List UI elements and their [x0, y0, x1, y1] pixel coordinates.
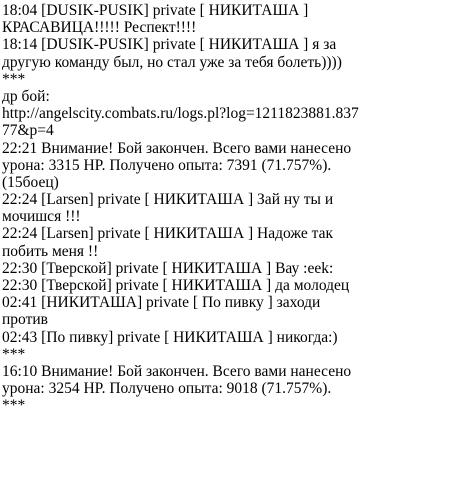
log-line: КРАСАВИЦА!!!!! Респект!!!!: [2, 19, 197, 37]
log-line: 18:04 [DUSIK-PUSIK] private [ НИКИТАША ]: [2, 2, 309, 19]
log-line: 22:30 [Тверской] private [ НИКИТАША ] Вау :eek:: [2, 259, 334, 277]
log-line: 16:10 Внимание! Бой закончен. Всего вами нанесено: [2, 362, 352, 380]
log-line: урона: 3254 HP. Получено опыта: 9018 (71.757%).: [2, 380, 332, 398]
log-line: 22:24 [Larsen] private [ НИКИТАША ] Надоже так: [2, 225, 334, 243]
log-url-line[interactable]: 77&p=4: [2, 122, 54, 140]
separator: ***: [2, 70, 26, 88]
log-line: 22:21 Внимание! Бой закончен. Всего вами нанесено: [2, 139, 352, 157]
log-line: 22:24 [Larsen] private [ НИКИТАША ] Зай ну ты и: [2, 191, 334, 209]
log-line: 02:41 [НИКИТАША] private [ По пивку ] заходи: [2, 294, 321, 312]
separator: ***: [2, 397, 26, 415]
log-line: другую команду был, но стал уже за тебя болеть)))): [2, 53, 342, 71]
log-line: 18:14 [DUSIK-PUSIK] private [ НИКИТАША ] я за: [2, 36, 337, 54]
log-line: против: [2, 311, 48, 329]
log-line: др бой:: [2, 87, 50, 105]
log-line: (15боец): [2, 173, 59, 191]
log-line: урона: 3315 HP. Получено опыта: 7391 (71.757%).: [2, 156, 332, 174]
separator: ***: [2, 345, 26, 363]
log-line: побить меня !!: [2, 242, 99, 260]
log-line: 22:30 [Тверской] private [ НИКИТАША ] да молодец: [2, 277, 350, 294]
log-line: мочишся !!!: [2, 208, 81, 226]
log-line: 02:43 [По пивку] private [ НИКИТАША ] никогда:): [2, 328, 338, 346]
log-url-line[interactable]: http://angelscity.combats.ru/logs.pl?log=1211823881.837: [2, 105, 359, 123]
